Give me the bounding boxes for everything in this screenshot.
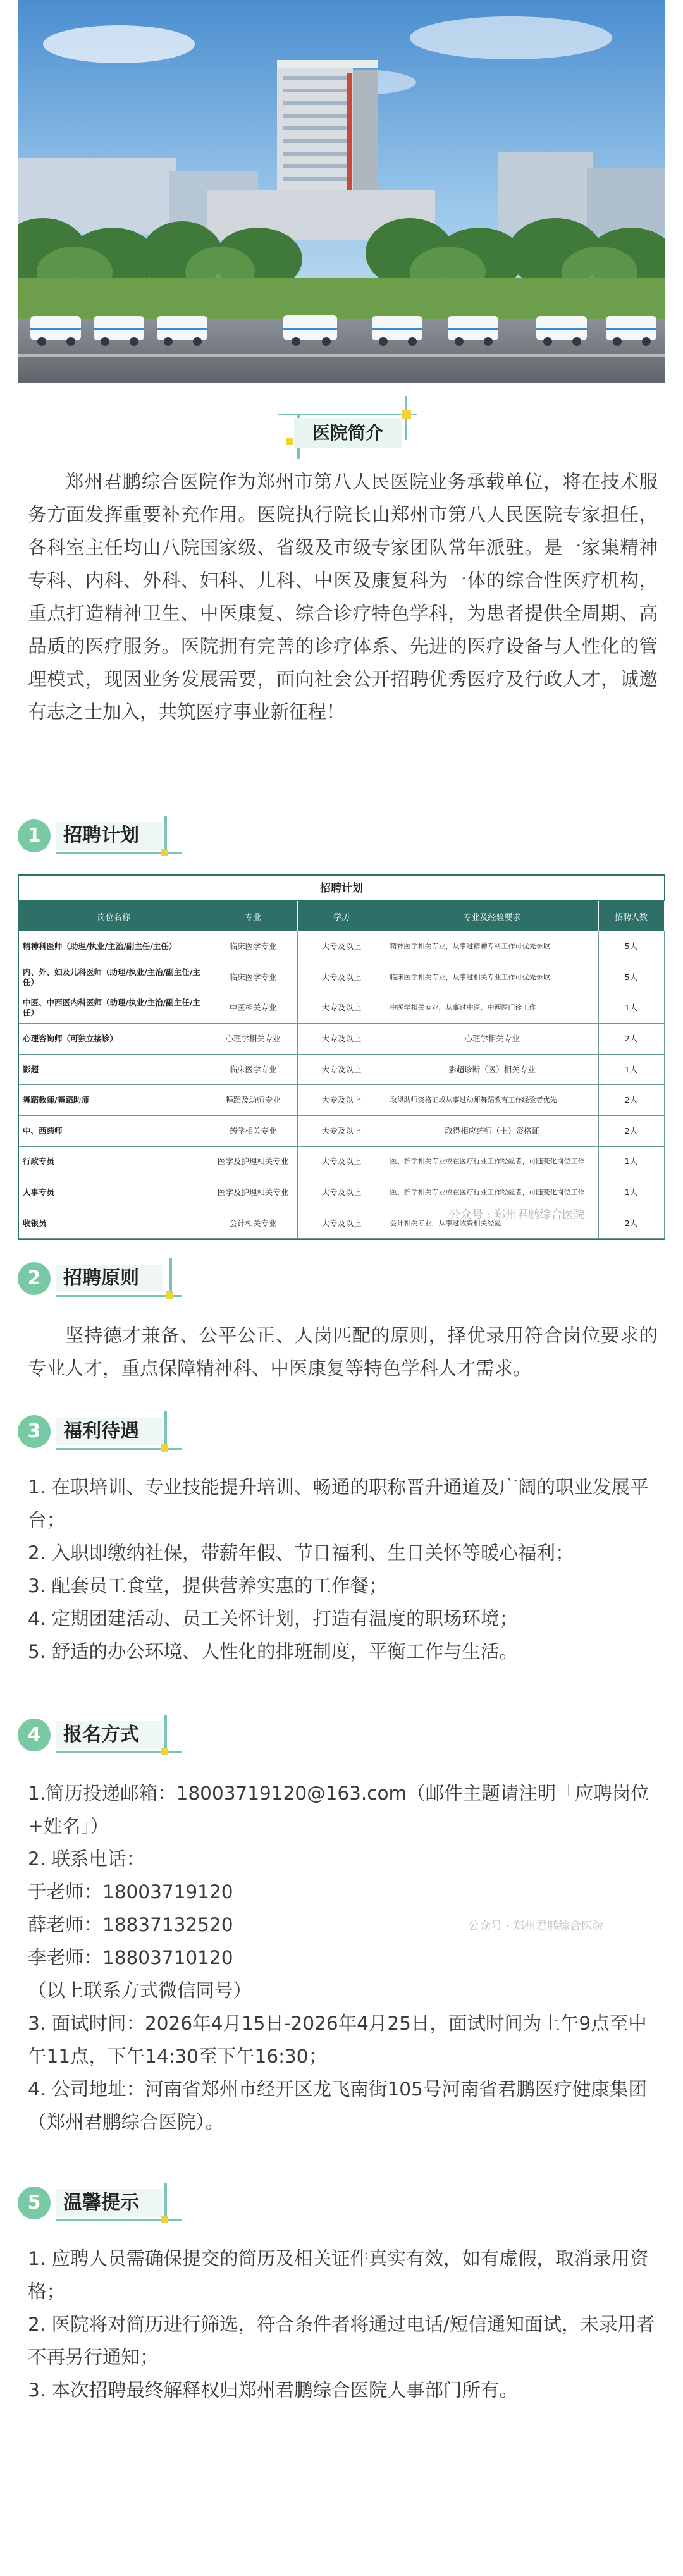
cell-edu: 大专及以上 [297, 962, 386, 993]
tip-item: 1. 应聘人员需确保提交的简历及相关证件真实有效，如有虚假，取消录用资格； [28, 2248, 649, 2302]
section-title: 招聘原则 [63, 1267, 139, 1289]
cell-post: 中、西药师 [19, 1116, 209, 1147]
table-row [19, 931, 664, 962]
cell-post: 内、外、妇及儿科医师（助理/执业/主治/副主任/主任） [19, 962, 209, 993]
section-title: 温馨提示 [63, 2192, 139, 2214]
tip-item: 2. 医院将对简历进行筛选，符合条件者将通过电话/短信通知面试，未录用者不再另行通知； [28, 2314, 655, 2368]
cell-req: 心理学相关专业 [386, 1024, 598, 1055]
cell-major: 药学相关专业 [209, 1116, 297, 1147]
section-header-plan [18, 816, 207, 856]
cell-major: 临床医学专业 [209, 962, 297, 993]
cell-major: 医学及护理相关专业 [209, 1177, 297, 1208]
apply-email[interactable]: 1.简历投递邮箱：18003719120@163.com（邮件主题请注明「应聘岗位+姓名」） [28, 1782, 649, 1837]
hospital-photo [18, 0, 665, 383]
benefit-item: 1. 在职培训、专业技能提升培训、畅通的职称晋升通道及广阔的职业发展平台； [28, 1476, 649, 1531]
cell-major: 心理学相关专业 [209, 1024, 297, 1055]
table-row [19, 1024, 664, 1055]
tip-item: 3. 本次招聘最终解释权归郑州君鹏综合医院人事部门所有。 [28, 2379, 519, 2401]
cell-post: 收银员 [19, 1208, 209, 1239]
cell-post: 行政专员 [19, 1146, 209, 1177]
cell-req: 中医学相关专业，从事过中医、中西医门诊工作 [386, 993, 598, 1024]
section-number: 5 [18, 2187, 51, 2219]
cell-req: 医、护学相关专业或在医疗行业工作经验者，可随变化岗位工作 [386, 1177, 598, 1208]
cell-post: 中医、中西医内科医师（助理/执业/主治/副主任/主任） [19, 993, 209, 1024]
section-number: 1 [18, 819, 51, 852]
cell-edu: 大专及以上 [297, 1085, 386, 1116]
interview-time: 3. 面试时间：2026年4月15日-2026年4月25日，面试时间为上午9点至中午11点，下午14:30至下午16:30； [28, 2013, 647, 2067]
cell-num: 2人 [598, 1208, 664, 1239]
cell-num: 2人 [598, 1085, 664, 1116]
section-number: 4 [18, 1719, 51, 1751]
cell-req: 临床医学相关专业，从事过相关专业工作可优先录取 [386, 962, 598, 993]
cell-edu: 大专及以上 [297, 1146, 386, 1177]
contact-phone[interactable]: 李老师：18803710120 [28, 1947, 233, 1968]
cell-req: 精神医学相关专业，从事过精神专科工作可优先录取 [386, 931, 598, 962]
cell-num: 5人 [598, 931, 664, 962]
table-watermark: 公众号 · 郑州君鹏综合医院 [449, 1208, 586, 1222]
cell-num: 2人 [598, 1024, 664, 1055]
col-header: 专业 [209, 901, 297, 931]
section-number: 2 [18, 1262, 51, 1295]
cell-edu: 大专及以上 [297, 993, 386, 1024]
cell-major: 临床医学专业 [209, 1054, 297, 1085]
cell-major: 医学及护理相关专业 [209, 1146, 297, 1177]
principle-text: 坚持德才兼备、公平公正、人岗匹配的原则，择优录用符合岗位要求的专业人才，重点保障精神科、中医康复等特色学科人才需求。 [28, 1325, 658, 1379]
table-row [19, 1146, 664, 1177]
cell-edu: 大专及以上 [297, 1116, 386, 1147]
section-title: 报名方式 [63, 1724, 139, 1746]
cell-edu: 大专及以上 [297, 1208, 386, 1239]
cell-edu: 大专及以上 [297, 931, 386, 962]
recruitment-table [18, 874, 665, 1240]
section-number: 3 [18, 1415, 51, 1448]
cell-req: 影超诊断（医）相关专业 [386, 1054, 598, 1085]
cell-post: 影超 [19, 1054, 209, 1085]
section-header-principle [18, 1258, 207, 1299]
intro-title: 医院简介 [312, 422, 383, 443]
benefit-item: 4. 定期团建活动、员工关怀计划，打造有温度的职场环境； [28, 1608, 519, 1629]
cell-req: 会计相关专业，从事过收费相关经验 [386, 1208, 598, 1239]
cell-major: 中医相关专业 [209, 993, 297, 1024]
benefit-item: 5. 舒适的办公环境、人性化的排班制度，平衡工作与生活。 [28, 1641, 519, 1662]
cell-num: 2人 [598, 1116, 664, 1147]
cell-req: 取得相应药师（士）资格证 [386, 1116, 598, 1147]
cell-major: 会计相关专业 [209, 1208, 297, 1239]
table-row [19, 1085, 664, 1116]
cell-req: 取得助师资格证或从事过幼师舞蹈教育工作经验者优先 [386, 1085, 598, 1116]
cell-num: 5人 [598, 962, 664, 993]
cell-major: 临床医学专业 [209, 931, 297, 962]
section-header-benefits [18, 1411, 207, 1452]
table-row [19, 1054, 664, 1085]
cell-post: 舞蹈教师/舞蹈助师 [19, 1085, 209, 1116]
section-header-apply [18, 1715, 207, 1755]
cell-major: 舞蹈及助师专业 [209, 1085, 297, 1116]
table-title: 招聘计划 [19, 876, 664, 901]
intro-text: 郑州君鹏综合医院作为郑州市第八人民医院业务承载单位，将在技术服务方面发挥重要补充作用。医院执行院长由郑州市第八人民医院专家担任，各科室主任均由八院国家级、省级及市级专家团队常年派驻。是一家集精神专科、内科、外科、妇科、儿科、中医及康复科为一体的综合性医疗机构，重点打造精神卫生、中医康复、综合诊疗特色学科，为患者提供全周期、高品质的医疗服务。医院拥有完善的诊疗体系、先进的医疗设备与人性化的管理模式，现因业务发展需要，面向社会公开招聘优秀医疗及行政人才，诚邀有志之士加入，共筑医疗事业新征程！ [28, 471, 658, 723]
principle-paragraph [28, 1319, 658, 1385]
cell-edu: 大专及以上 [297, 1177, 386, 1208]
contact-phone[interactable]: 于老师：18003719120 [28, 1881, 233, 1903]
cell-post: 心理咨询师（可独立接诊） [19, 1024, 209, 1055]
cell-num: 1人 [598, 1177, 664, 1208]
col-header: 学历 [297, 901, 386, 931]
cell-edu: 大专及以上 [297, 1054, 386, 1085]
apply-watermark: 公众号 · 郑州君鹏综合医院 [468, 1920, 605, 1933]
table-header-row [19, 901, 664, 931]
cell-post: 人事专员 [19, 1177, 209, 1208]
benefit-item: 3. 配套员工食堂，提供营养实惠的工作餐； [28, 1575, 388, 1597]
section-title: 福利待遇 [63, 1420, 139, 1442]
cell-num: 1人 [598, 1054, 664, 1085]
table-row [19, 962, 664, 993]
intro-paragraph [28, 465, 658, 728]
table-row [19, 993, 664, 1024]
cell-req: 医、护学相关专业或在医疗行业工作经验者，可随变化岗位工作 [386, 1146, 598, 1177]
table-row [19, 1116, 664, 1147]
section-title: 招聘计划 [63, 825, 139, 847]
intro-title-decoration [278, 396, 417, 453]
col-header: 招聘人数 [598, 901, 664, 931]
apply-phone-title: 2. 联系电话： [28, 1848, 145, 1870]
cell-num: 1人 [598, 993, 664, 1024]
col-header: 岗位名称 [19, 901, 209, 931]
benefit-item: 2. 入职即缴纳社保，带薪年假、节日福利、生日关怀等暖心福利； [28, 1542, 574, 1564]
wechat-note: （以上联系方式微信同号） [28, 1980, 252, 2001]
table-row [19, 1177, 664, 1208]
contact-phone[interactable]: 薛老师：18837132520 [28, 1914, 233, 1935]
cell-num: 1人 [598, 1146, 664, 1177]
section-header-tips [18, 2183, 207, 2223]
col-header: 专业及经验要求 [386, 901, 598, 931]
cell-edu: 大专及以上 [297, 1024, 386, 1055]
company-address: 4. 公司地址：河南省郑州市经开区龙飞南街105号河南省君鹏医疗健康集团（郑州君鹏综合医院）。 [28, 2078, 647, 2133]
cell-post: 精神科医师（助理/执业/主治/副主任/主任） [19, 931, 209, 962]
